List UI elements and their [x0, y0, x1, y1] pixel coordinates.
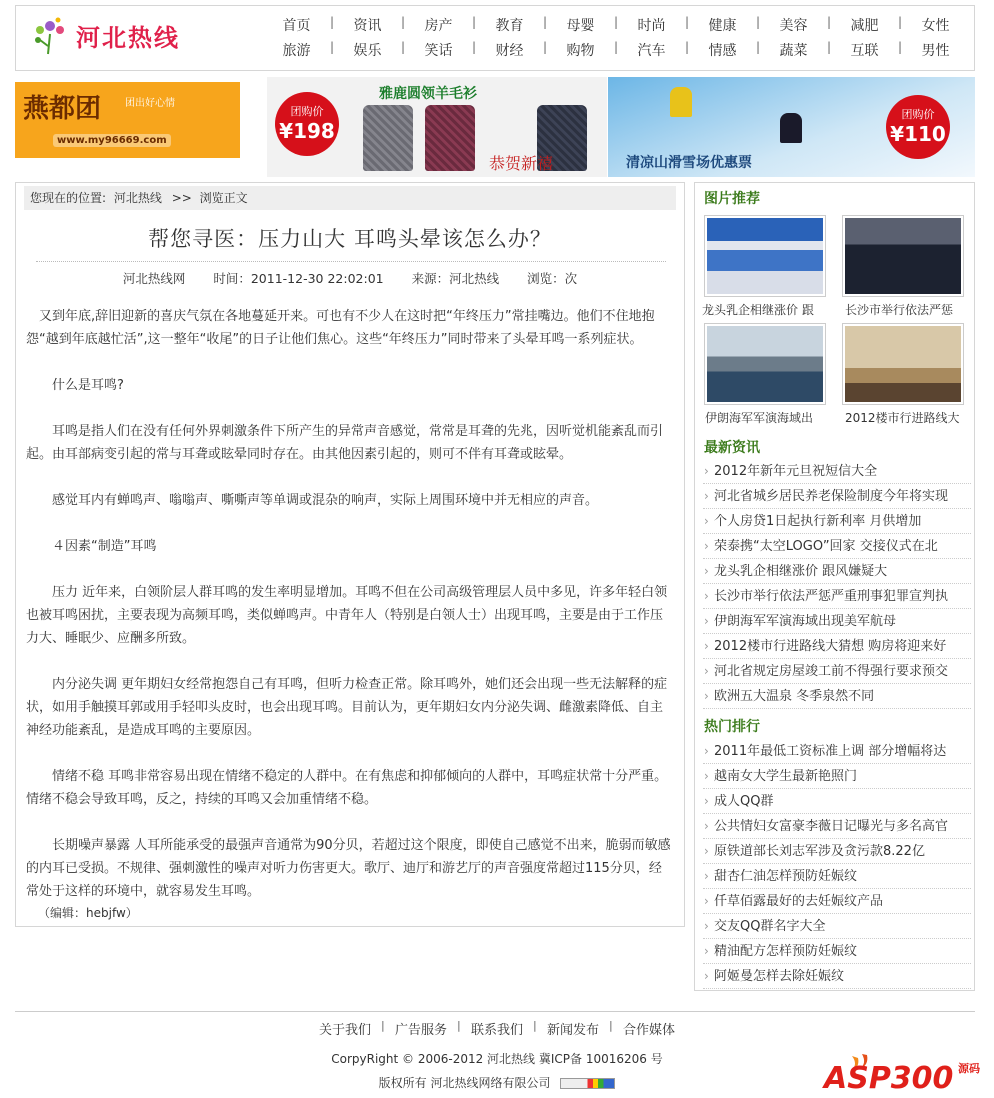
latest-news-list	[703, 459, 971, 709]
nav-link[interactable]: | 男性	[900, 40, 971, 60]
latest-news-title: 最新资讯	[704, 440, 760, 456]
nav-row-1	[261, 12, 971, 37]
badge-label: 团购价	[901, 108, 935, 121]
nav-link[interactable]: | 互联	[829, 40, 900, 60]
meta-source-site: 河北热线网	[122, 271, 186, 286]
news-link[interactable]: › 伊朗海军军演海域出现美军航母	[703, 609, 971, 634]
nav-link[interactable]: | 房产	[403, 15, 474, 35]
sweater-image	[363, 105, 413, 171]
news-link[interactable]: › 河北省规定房屋竣工前不得强行要求预交	[703, 659, 971, 684]
nav-link[interactable]: | 汽车	[616, 40, 687, 60]
picture-caption[interactable]: 2012楼市行进路线大	[845, 411, 960, 425]
nav-link[interactable]: | 教育	[474, 15, 545, 35]
nav-link[interactable]: | 女性	[900, 15, 971, 35]
footer-link-ads[interactable]: | 广告服务	[383, 1019, 459, 1038]
skier-image	[670, 87, 692, 117]
article-panel	[15, 182, 685, 927]
footer-links	[0, 1019, 994, 1038]
hot-link[interactable]: › 成人QQ群	[703, 789, 971, 814]
ad3-title: 清凉山滑雪场优惠票	[626, 155, 752, 171]
picture-caption[interactable]: 龙头乳企相继涨价 跟	[702, 303, 814, 317]
footer-link-about[interactable]: 关于我们	[318, 1023, 371, 1038]
price-badge	[886, 95, 950, 159]
court-police-image	[845, 218, 961, 294]
nav-link[interactable]: | 资讯	[332, 15, 403, 35]
article-paragraph: 什么是耳鸣?	[52, 378, 124, 393]
hot-link[interactable]: › 仟草佰露最好的去妊娠纹产品	[703, 889, 971, 914]
banner-ads	[15, 77, 975, 177]
navy-ship-image	[707, 326, 823, 402]
badge-label: 团购价	[290, 105, 324, 118]
footer-link-contact[interactable]: | 联系我们	[459, 1019, 535, 1038]
logo-text: 河北热线	[76, 23, 180, 52]
breadcrumb-separator: >>	[171, 191, 192, 205]
news-link[interactable]: › 龙头乳企相继涨价 跟风嫌疑大	[703, 559, 971, 584]
skier-image	[780, 113, 802, 143]
article-paragraph: 内分泌失调 更年期妇女经常抱怨自己有耳鸣，但听力检查正常。除耳鸣外，她们还会出现一些无法解释的症状，如用手触摸耳郭或用手轻叩头皮时，也会出现耳鸣。目前认为，更年期妇女内分泌失调、雌激素降低、自主神经功能紊乱，是造成耳鸣的主要原因。	[26, 677, 668, 738]
site-logo[interactable]	[32, 16, 212, 56]
news-link[interactable]: › 2012楼市行进路线大猜想 购房将迎来好	[703, 634, 971, 659]
nav-link[interactable]: | 健康	[687, 15, 758, 35]
rights-text: 版权所有 河北热线网络有限公司	[378, 1076, 551, 1090]
article-paragraph: ４因素“制造”耳鸣	[52, 539, 157, 554]
flower-logo-icon	[32, 16, 72, 56]
hot-link[interactable]: › 甜杏仁油怎样预防妊娠纹	[703, 864, 971, 889]
article-editor: （编辑：hebjfw）	[38, 906, 138, 920]
nav-row-2	[261, 37, 971, 62]
breadcrumb-home-link[interactable]: 河北热线	[113, 191, 162, 205]
meta-time: 时间：2011-12-30 22:02:01	[213, 271, 384, 286]
ad-ski-resort[interactable]	[608, 77, 975, 177]
nav-link[interactable]: | 时尚	[616, 15, 687, 35]
copyright: CorpyRight © 2006-2012 河北热线 冀ICP备 10016206 号	[331, 1052, 663, 1066]
apartment-interior-image	[845, 326, 961, 402]
cnzz-stats-icon[interactable]	[560, 1078, 615, 1089]
asp300-watermark-logo	[822, 1050, 992, 1096]
picture-caption[interactable]: 伊朗海军军演海域出	[705, 411, 814, 425]
nav-link[interactable]: | 美容	[758, 15, 829, 35]
sidebar	[694, 182, 975, 991]
article-paragraph: 长期噪声暴露 人耳所能承受的最强声音通常为90分贝，若超过这个限度，即使自己感觉不出来，脆弱而敏感的内耳已受损。不规律、强刺激性的噪声对听力伤害更大。歌厅、迪厅和游艺厅的声音强度常超过115分贝，经常处于这样的环境中，就容易发生耳鸣。	[26, 838, 671, 899]
asp300-suffix: 源码	[958, 1062, 980, 1075]
badge-price: ¥198	[279, 119, 335, 143]
hot-link[interactable]: › 精油配方怎样预防妊娠纹	[703, 939, 971, 964]
picture-thumb[interactable]	[704, 215, 826, 297]
news-link[interactable]: › 长沙市举行依法严惩严重刑事犯罪宣判执	[703, 584, 971, 609]
hot-link[interactable]: › 公共情妇女富豪李薇日记曝光与多名高官	[703, 814, 971, 839]
article-paragraph: 情绪不稳 耳鸣非常容易出现在情绪不稳定的人群中。在有焦虑和抑郁倾向的人群中，耳鸣症状常十分严重。情绪不稳会导致耳鸣，反之，持续的耳鸣又会加重情绪不稳。	[26, 769, 668, 807]
pictures-title: 图片推荐	[704, 191, 760, 207]
hot-link[interactable]: › 阿姬曼怎样去除妊娠纹	[703, 964, 971, 989]
footer-divider	[15, 1011, 975, 1012]
breadcrumb-current: 浏览正文	[199, 191, 248, 205]
nav-link[interactable]: | 情感	[687, 40, 758, 60]
news-link[interactable]: › 个人房贷1日起执行新利率 月供增加	[703, 509, 971, 534]
ad2-title: 雅鹿圆领羊毛衫	[379, 86, 477, 102]
hot-link[interactable]: › 2011年最低工资标准上调 部分增幅将达	[703, 739, 971, 764]
news-link[interactable]: › 荣泰携“太空LOGO”回家 交接仪式在北	[703, 534, 971, 559]
hot-link[interactable]: › 原铁道部长刘志军涉及贪污款8.22亿	[703, 839, 971, 864]
nav-link[interactable]: 首页	[282, 17, 311, 34]
ad2-greeting: 恭贺新禧	[489, 154, 554, 173]
nav-link[interactable]: | 蔬菜	[758, 40, 829, 60]
article-paragraph: 耳鸣是指人们在没有任何外界刺激条件下所产生的异常声音感觉，常常是耳聋的先兆，因听觉机能紊乱而引起。由耳部病变引起的常与耳聋或眩晕同时存在。由其他因素引起的，则可不伴有耳聋或眩晕。	[26, 424, 664, 462]
nav-link[interactable]: | 减肥	[829, 15, 900, 35]
footer-link-partners[interactable]: | 合作媒体	[611, 1019, 687, 1038]
hot-ranking-list	[703, 739, 971, 989]
title-divider	[36, 261, 666, 262]
breadcrumb	[24, 186, 676, 210]
hot-link[interactable]: › 交友QQ群名字大全	[703, 914, 971, 939]
site-header	[15, 5, 975, 71]
nav-link[interactable]: | 笑话	[403, 40, 474, 60]
picture-thumb[interactable]	[842, 323, 964, 405]
ad1-slogan: 团出好心情	[125, 98, 175, 109]
article-title: 帮您寻医：压力山大 耳鸣头晕该怎么办？	[148, 227, 552, 251]
news-link[interactable]: › 欧洲五大温泉 冬季泉然不同	[703, 684, 971, 709]
meta-views: 浏览：次	[527, 271, 578, 286]
meta-source: 来源：河北热线	[411, 271, 500, 286]
article-body	[26, 305, 671, 903]
ad-sweater[interactable]	[267, 77, 607, 177]
news-link[interactable]: › 河北省城乡居民养老保险制度今年将实现	[703, 484, 971, 509]
nav-link[interactable]: | 娱乐	[332, 40, 403, 60]
hot-link[interactable]: › 越南女大学生最新艳照门	[703, 764, 971, 789]
picture-caption[interactable]: 长沙市举行依法严惩	[845, 303, 954, 317]
ad1-url: www.my96669.com	[53, 134, 171, 147]
article-paragraph: 压力 近年来，白领阶层人群耳鸣的发生率明显增加。耳鸣不但在公司高级管理层人员中多见，许多年轻白领也被耳鸣困扰，主要表现为高频耳鸣，类似蝉鸣声。中青年人（特别是白领人士）出现耳鸣，主要是由于工作压力大、睡眠少、应酬多所致。	[26, 585, 668, 646]
article-meta	[16, 269, 684, 287]
badge-price: ¥110	[890, 122, 946, 146]
nav-link[interactable]: | 财经	[474, 40, 545, 60]
picture-thumb[interactable]	[704, 323, 826, 405]
breadcrumb-prefix: 您现在的位置:	[30, 191, 107, 205]
news-link[interactable]: › 2012年新年元旦祝短信大全	[703, 459, 971, 484]
main-nav	[261, 12, 971, 62]
footer-link-press[interactable]: | 新闻发布	[535, 1019, 611, 1038]
sweater-image	[425, 105, 475, 171]
ad1-title: 燕都团	[23, 94, 102, 124]
price-badge	[275, 92, 339, 156]
article-paragraph: 又到年底,辞旧迎新的喜庆气氛在各地蔓延开来。可也有不少人在这时把“年终压力”常挂嘴边。他们不住地抱怨“越到年底越忙活”,这一整年“收尾”的日子让他们焦心。这些“年终压力”同时带来了头晕耳鸣一系列症状。	[26, 309, 655, 347]
milk-shelf-image	[707, 218, 823, 294]
article-paragraph: 感觉耳内有蝉鸣声、嗡嗡声、嘶嘶声等单调或混杂的响声，实际上周围环境中并无相应的声音。	[52, 493, 599, 508]
nav-link[interactable]: | 购物	[545, 40, 616, 60]
hot-ranking-title: 热门排行	[704, 719, 760, 735]
asp300-text: ASP300	[824, 1061, 954, 1096]
nav-link[interactable]: | 母婴	[545, 15, 616, 35]
picture-thumb[interactable]	[842, 215, 964, 297]
nav-link[interactable]: 旅游	[282, 42, 311, 59]
ad-yandu-group[interactable]	[15, 82, 240, 158]
